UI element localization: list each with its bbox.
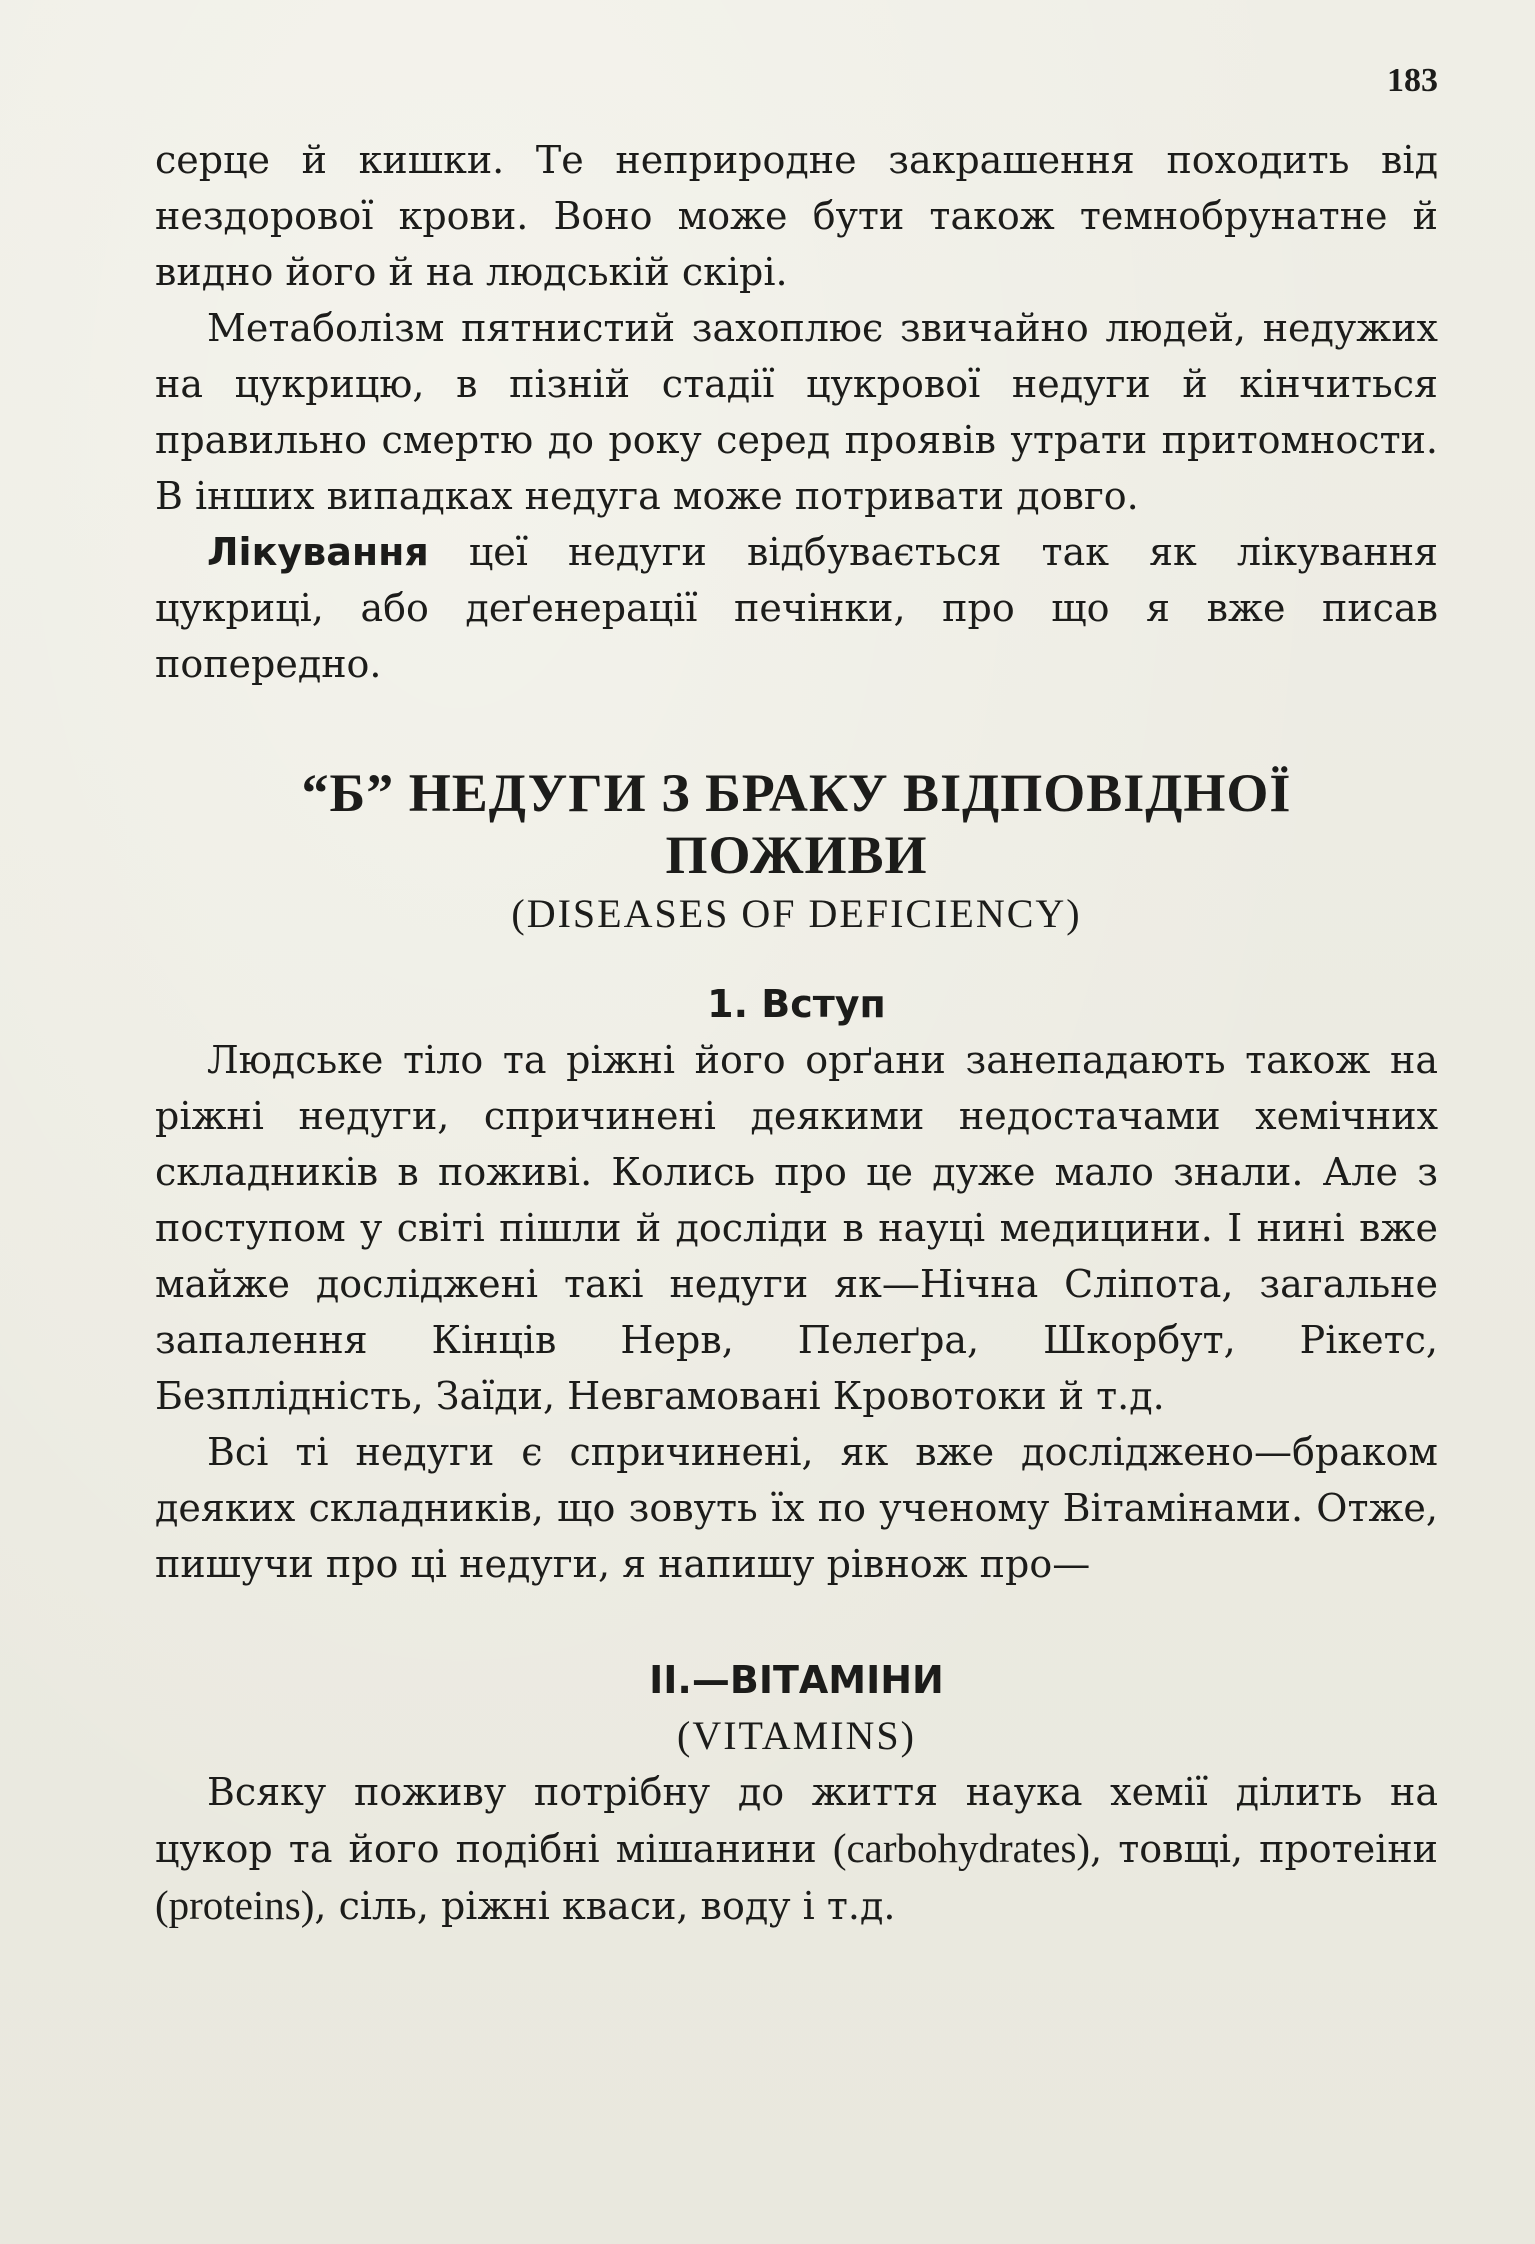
intro-paragraph-2: Всі ті недуги є спричинені, як вже досліджено—браком деяких складників, що зовуть їх по ученому Вітамінами. Отже, пишучи про ці недуги, я напишу рівнож про— xyxy=(155,1430,1438,1586)
page-content xyxy=(155,132,1438,1934)
vitamins-paragraph xyxy=(155,1764,1438,1934)
vitamins-subtitle: (VITAMINS) xyxy=(677,1713,916,1758)
vitamins-text-3: , сіль, ріжні кваси, воду і т.д. xyxy=(314,1884,896,1928)
treatment-text: цеї недуги відбувається так як лікування цукриці, або деґенерації печінки, про що я вже писав попередно. xyxy=(155,530,1438,686)
paragraph-continuation: серце й кишки. Те неприродне закрашення походить від нездорової крови. Воно може бути також темнобрунатне й видно його й на людській скірі. xyxy=(155,138,1438,294)
paragraph-treatment xyxy=(155,524,1438,692)
page-number: 183 xyxy=(1387,62,1438,99)
vitamins-latin-carbohydrates: (carbohydrates) xyxy=(832,1825,1091,1871)
section-b-subtitle: (DISEASES OF DEFICIENCY) xyxy=(511,891,1082,936)
intro-paragraph-1: Людське тіло та ріжні його орґани занепадають також на ріжні недуги, спричинені деякими недостачами хемічних складників в поживі. Колись про це дуже мало знали. Але з поступом у світі пішли й досліди в науці медицини. І нині вже майже досліджені такі недуги як—Нічна Сліпота, загальне запалення Кінців Нерв, Пелеґра, Шкорбут, Рікетс, Безплідність, Заїди, Невгамовані Кровотоки й т.д. xyxy=(155,1038,1438,1418)
vitamins-text-2: , товщі, протеіни xyxy=(1090,1827,1438,1871)
vitamins-latin-proteins: (proteins) xyxy=(155,1882,315,1928)
intro-heading: 1. Вступ xyxy=(707,982,886,1026)
treatment-label: Лікування xyxy=(207,530,429,574)
paragraph-metabolism: Метаболізм пятнистий захоплює звичайно людей, недужих на цукрицю, в пізній стадії цукрової недуги й кінчиться правильно смертю до року серед проявів утрати притомности. В інших випадках недуга може потривати довго. xyxy=(155,306,1438,518)
section-b-title-line1: “Б” НЕДУГИ З БРАКУ ВІДПОВІДНОЇ xyxy=(301,763,1292,823)
section-b-title-line2: ПОЖИВИ xyxy=(665,825,928,885)
vitamins-text-1: Всяку поживу потрібну до життя наука хемії ділить на цукор та його подібні мішанини xyxy=(155,1770,1438,1871)
vitamins-heading: II.—ВІТАМІНИ xyxy=(649,1658,944,1702)
